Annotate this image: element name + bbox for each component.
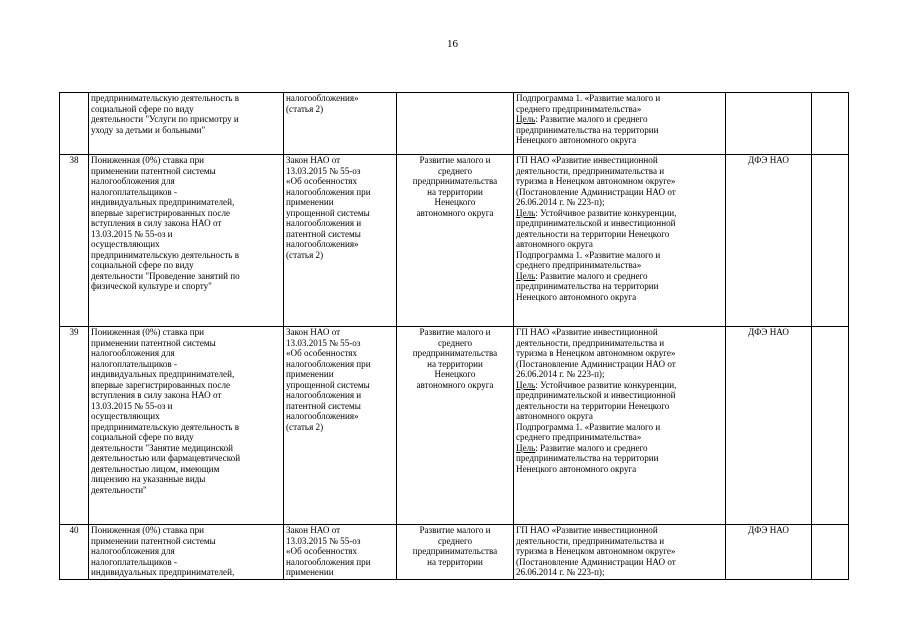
state-program-cell xyxy=(514,155,726,327)
table-body xyxy=(60,93,849,580)
benefit-description-line: деятельностью или фармацевтической xyxy=(91,453,241,463)
row-number-cell xyxy=(60,93,89,155)
benefit-description-line: индивидуальных предпринимателей, xyxy=(91,567,235,577)
benefit-description-line: предпринимательскую деятельность в xyxy=(91,421,240,432)
row-number-cell: 39 xyxy=(60,327,89,525)
legal-basis-line: Закон НАО от xyxy=(286,525,341,535)
goal-label: Цель xyxy=(516,379,536,390)
row-number-cell: 38 xyxy=(60,155,89,327)
state-program-line: (Постановление Администрации НАО от xyxy=(516,186,676,197)
legal-basis-line: налогообложения при xyxy=(286,358,371,369)
state-program-line: туризма в Ненецком автономном округе» xyxy=(516,348,676,358)
state-program-line: (Постановление Администрации НАО от xyxy=(516,556,676,567)
legal-basis-line: Закон НАО от xyxy=(286,155,341,165)
state-program-line: Ненецкого автономного округа xyxy=(516,291,637,302)
benefit-description-line: налогообложения для xyxy=(91,176,175,186)
table-row xyxy=(60,93,849,155)
target-line: Развитие малого и xyxy=(419,327,491,337)
state-program-line: среднего предпринимательства» xyxy=(516,260,642,270)
target-line: автономного округа xyxy=(416,207,494,218)
target-cell xyxy=(397,93,514,155)
benefit-description-line: деятельности "Услуги по присмотру и xyxy=(91,114,239,124)
state-program-line: деятельности, предпринимательства и xyxy=(516,337,665,348)
state-program-line: предпринимательства на территории xyxy=(516,124,659,135)
benefit-description-line: налогоплательщиков - xyxy=(91,186,177,197)
extra-cell xyxy=(812,155,849,327)
legal-basis-line: патентной системы xyxy=(286,228,361,239)
target-line: предпринимательства xyxy=(412,546,498,556)
legal-basis-line: налогообложения при xyxy=(286,556,371,567)
legal-basis-cell xyxy=(284,93,397,155)
state-program-line: Цель: Развитие малого и среднего xyxy=(516,270,648,281)
benefit-description-cell xyxy=(89,93,284,155)
state-program-cell xyxy=(514,525,726,580)
row-number-cell: 40 xyxy=(60,525,89,580)
curator-cell: ДФЭ НАО xyxy=(726,525,812,580)
state-program-line: ГП НАО «Развитие инвестиционной xyxy=(516,327,658,337)
benefit-description-line: налогоплательщиков - xyxy=(91,358,177,369)
benefit-description-cell xyxy=(89,327,284,525)
target-cell xyxy=(397,155,514,327)
benefit-description-line: впервые зарегистрированных после xyxy=(91,379,231,390)
benefit-description-cell xyxy=(89,525,284,580)
legal-basis-cell xyxy=(284,155,397,327)
benefit-description-line: деятельности" xyxy=(91,484,147,495)
benefit-description-line: деятельности "Занятие медицинской xyxy=(91,442,234,453)
benefit-description-line: применении патентной системы xyxy=(91,535,216,546)
state-program-line: Цель: Устойчивое развитие конкуренции, xyxy=(516,207,677,218)
benefit-description-line: социальной сфере по виду xyxy=(91,260,194,270)
state-program-line: ГП НАО «Развитие инвестиционной xyxy=(516,155,658,165)
page-number: 16 xyxy=(447,38,458,50)
extra-cell xyxy=(812,327,849,525)
state-program-line: деятельности на территории Ненецкого xyxy=(516,228,670,239)
target-cell xyxy=(397,525,514,580)
state-program-line: Цель: Развитие малого и среднего xyxy=(516,114,648,124)
benefit-description-line: осуществляющих xyxy=(91,411,160,421)
target-line: на территории xyxy=(427,186,483,197)
state-program-line: туризма в Ненецком автономном округе» xyxy=(516,546,676,556)
benefit-description-line: Пониженная (0%) ставка при xyxy=(91,327,205,337)
benefit-description-line: налогоплательщиков - xyxy=(91,556,177,567)
benefit-description-line: Пониженная (0%) ставка при xyxy=(91,525,205,535)
state-program-line: 26.06.2014 г. № 223-п); xyxy=(516,197,605,207)
state-program-line: среднего предпринимательства» xyxy=(516,432,642,442)
curator-cell: ДФЭ НАО xyxy=(726,327,812,525)
benefit-description-line: осуществляющих xyxy=(91,239,160,249)
benefit-description-line: налогообложения для xyxy=(91,546,175,556)
legal-basis-line: упрощенной системы xyxy=(286,207,370,218)
target-line: среднего xyxy=(437,337,473,348)
target-line: автономного округа xyxy=(416,379,494,390)
legal-basis-line: налогообложения и xyxy=(286,390,362,400)
state-program-line: деятельности, предпринимательства и xyxy=(516,535,665,546)
state-program-line: Цель: Развитие малого и среднего xyxy=(516,442,648,453)
state-program-line: среднего предпринимательства» xyxy=(516,103,642,114)
state-program-line: Цель: Устойчивое развитие конкуренции, xyxy=(516,379,677,390)
state-program-line: (Постановление Администрации НАО от xyxy=(516,358,676,369)
benefit-description-line: деятельностью лицом, имеющим xyxy=(91,463,220,474)
table-row xyxy=(60,525,849,580)
legal-basis-line: «Об особенностях xyxy=(286,348,358,358)
curator-cell: ДФЭ НАО xyxy=(726,155,812,327)
benefit-description-line: деятельности "Проведение занятий по xyxy=(91,270,240,281)
benefit-description-line: применении патентной системы xyxy=(91,165,216,176)
target-line: на территории xyxy=(427,556,483,567)
benefit-description-line: 13.03.2015 № 55-оз и xyxy=(91,400,173,411)
state-program-line: туризма в Ненецком автономном округе» xyxy=(516,176,676,186)
state-program-line: автономного округа xyxy=(516,411,593,421)
legal-basis-line: (статья 2) xyxy=(286,103,324,114)
target-line: Ненецкого xyxy=(434,369,476,379)
target-line: Ненецкого xyxy=(434,197,476,207)
tax-benefits-table xyxy=(59,92,849,580)
curator-cell xyxy=(726,93,812,155)
benefit-description-line: предпринимательскую деятельность в xyxy=(91,93,240,103)
state-program-line: Подпрограмма 1. «Развитие малого и xyxy=(516,421,661,432)
table-row xyxy=(60,155,849,327)
legal-basis-line: налогообложения при xyxy=(286,186,371,197)
goal-label: Цель xyxy=(516,114,536,124)
legal-basis-line: Закон НАО от xyxy=(286,327,341,337)
benefit-description-cell xyxy=(89,155,284,327)
legal-basis-line: 13.03.2015 № 55-оз xyxy=(286,535,361,546)
benefit-description-line: уходу за детьми и больными" xyxy=(91,124,206,135)
legal-basis-line: применении xyxy=(286,567,334,577)
legal-basis-line: применении xyxy=(286,369,334,379)
legal-basis-line: налогообложения» xyxy=(286,239,359,249)
state-program-cell xyxy=(514,93,726,155)
goal-label: Цель xyxy=(516,270,536,281)
target-line: Развитие малого и xyxy=(419,525,491,535)
legal-basis-cell xyxy=(284,327,397,525)
legal-basis-line: упрощенной системы xyxy=(286,379,370,390)
benefit-description-line: вступления в силу закона НАО от xyxy=(91,218,222,228)
table-row xyxy=(60,327,849,525)
benefit-description-line: применении патентной системы xyxy=(91,337,216,348)
legal-basis-line: (статья 2) xyxy=(286,421,324,432)
state-program-line: ГП НАО «Развитие инвестиционной xyxy=(516,525,658,535)
state-program-line: Ненецкого автономного округа xyxy=(516,135,637,145)
state-program-cell xyxy=(514,327,726,525)
legal-basis-line: «Об особенностях xyxy=(286,546,358,556)
goal-label: Цель xyxy=(516,442,536,453)
legal-basis-line: патентной системы xyxy=(286,400,361,411)
legal-basis-line: 13.03.2015 № 55-оз xyxy=(286,337,361,348)
benefit-description-line: физической культуре и спорту" xyxy=(91,281,212,291)
legal-basis-line: налогообложения и xyxy=(286,218,362,228)
state-program-line: деятельности на территории Ненецкого xyxy=(516,400,670,411)
state-program-line: деятельности, предпринимательства и xyxy=(516,165,665,176)
state-program-line: Подпрограмма 1. «Развитие малого и xyxy=(516,249,661,260)
legal-basis-line: (статья 2) xyxy=(286,249,324,260)
benefit-description-line: впервые зарегистрированных после xyxy=(91,207,231,218)
goal-label: Цель xyxy=(516,207,536,218)
legal-basis-line: налогообложения» xyxy=(286,93,359,103)
legal-basis-line: налогообложения» xyxy=(286,411,359,421)
benefit-description-line: социальной сфере по виду xyxy=(91,103,194,114)
state-program-line: предпринимательской и инвестиционной xyxy=(516,218,676,228)
state-program-line: предпринимательства на территории xyxy=(516,453,659,463)
target-line: предпринимательства xyxy=(412,176,498,186)
state-program-line: 26.06.2014 г. № 223-п); xyxy=(516,369,605,379)
legal-basis-line: применении xyxy=(286,197,334,207)
state-program-line: Подпрограмма 1. «Развитие малого и xyxy=(516,93,661,103)
target-line: среднего xyxy=(437,535,473,546)
benefit-description-line: лицензию на указанные виды xyxy=(91,474,206,484)
state-program-line: 26.06.2014 г. № 223-п); xyxy=(516,567,605,577)
benefit-description-line: вступления в силу закона НАО от xyxy=(91,390,222,400)
state-program-line: Ненецкого автономного округа xyxy=(516,463,637,474)
legal-basis-line: 13.03.2015 № 55-оз xyxy=(286,165,361,176)
benefit-description-line: индивидуальных предпринимателей, xyxy=(91,197,235,207)
state-program-line: предпринимательской и инвестиционной xyxy=(516,390,676,400)
legal-basis-cell xyxy=(284,525,397,580)
target-line: Развитие малого и xyxy=(419,155,491,165)
benefit-description-line: 13.03.2015 № 55-оз и xyxy=(91,228,173,239)
benefit-description-line: налогообложения для xyxy=(91,348,175,358)
target-line: предпринимательства xyxy=(412,348,498,358)
benefit-description-line: предпринимательскую деятельность в xyxy=(91,249,240,260)
target-line: среднего xyxy=(437,165,473,176)
target-line: на территории xyxy=(427,358,483,369)
benefit-description-line: индивидуальных предпринимателей, xyxy=(91,369,235,379)
benefit-description-line: Пониженная (0%) ставка при xyxy=(91,155,205,165)
extra-cell xyxy=(812,525,849,580)
benefit-description-line: социальной сфере по виду xyxy=(91,432,194,442)
state-program-line: предпринимательства на территории xyxy=(516,281,659,291)
extra-cell xyxy=(812,93,849,155)
legal-basis-line: «Об особенностях xyxy=(286,176,358,186)
state-program-line: автономного округа xyxy=(516,239,593,249)
target-cell xyxy=(397,327,514,525)
